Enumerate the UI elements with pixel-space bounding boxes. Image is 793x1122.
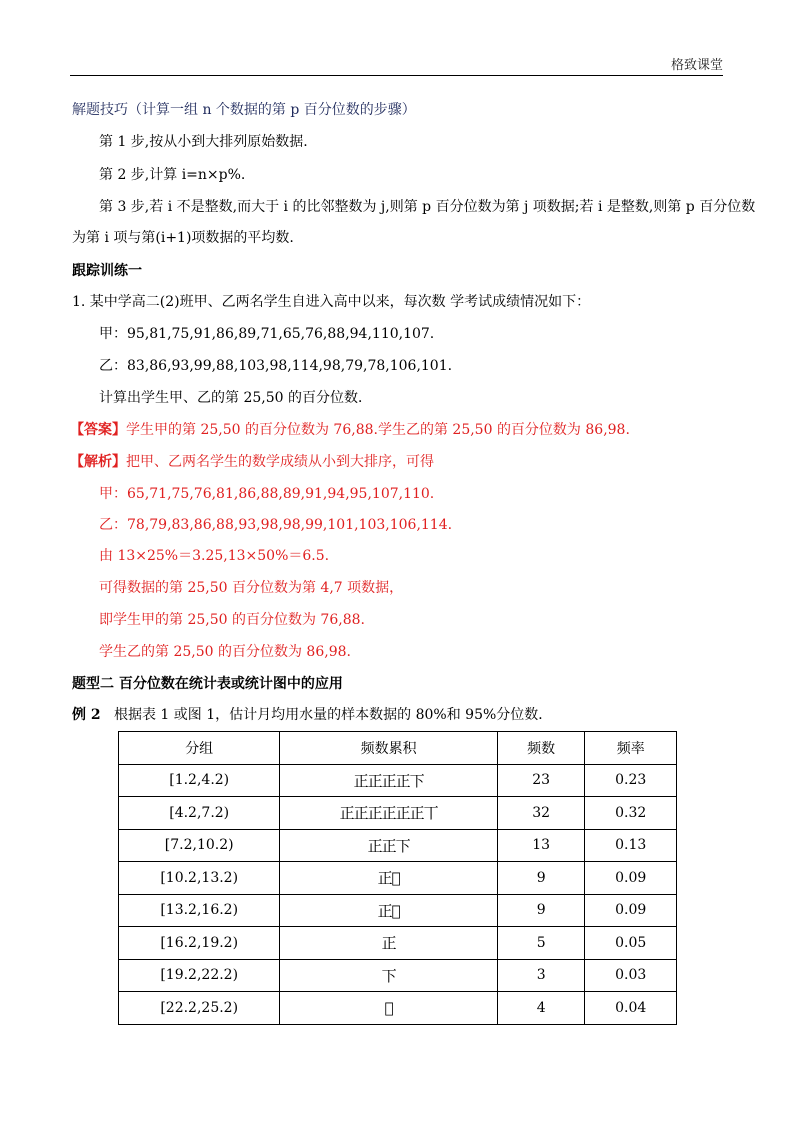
tips-step-3-line-1: 第 3 步,若 i 不是整数,而大于 i 的比邻整数为 j,则第 p 百分位数为第 j 项数据;若 i 是整数,则第 p 百分位数: [99, 199, 756, 215]
table-header-row: [119, 732, 677, 765]
section2-heading: 题型二 百分位数在统计表或统计图中的应用: [72, 676, 343, 692]
table-row: [119, 797, 677, 830]
cell-group: [1.2,4.2): [119, 764, 280, 797]
answer-tag: 【答案】: [70, 422, 126, 438]
cell-tally: 正正正正下: [280, 764, 498, 797]
cell-frequency: 0.13: [585, 829, 677, 862]
cell-group: [7.2,10.2): [119, 829, 280, 862]
cell-count: 23: [497, 764, 585, 797]
col-header-tally: 频数累积: [280, 732, 498, 765]
cell-count: 32: [497, 797, 585, 830]
conclusion-1: 可得数据的第 25,50 百分位数为第 4,7 项数据，: [99, 580, 404, 596]
practice-question: 1. 某中学高二(2)班甲、乙两名学生自进入高中以来，每次数 学考试成绩情况如下：: [72, 294, 591, 310]
practice-ask: 计算出学生甲、乙的第 25,50 的百分位数．: [99, 390, 372, 406]
cell-frequency: 0.03: [585, 959, 677, 992]
cell-frequency: 0.05: [585, 927, 677, 960]
tips-step-2: 第 2 步,计算 i=n×p%.: [99, 167, 246, 183]
tips-title: 解题技巧（计算一组 n 个数据的第 p 百分位数的步骤）: [72, 102, 416, 118]
cell-tally: 正正下: [280, 829, 498, 862]
cell-tally: 𬼂: [280, 992, 498, 1025]
conclusion-3: 学生乙的第 25,50 的百分位数为 86,98.: [99, 644, 351, 660]
table-row: [119, 992, 677, 1025]
sorted-yi: 乙：78,79,83,86,88,93,98,98,99,101,103,106,114.: [99, 517, 453, 533]
table-row: [119, 959, 677, 992]
practice-heading: 跟踪训练一: [72, 263, 142, 279]
conclusion-2: 即学生甲的第 25,50 的百分位数为 76,88.: [99, 612, 365, 628]
cell-count: 9: [497, 862, 585, 895]
col-header-group: 分组: [119, 732, 280, 765]
analysis-line: [70, 452, 434, 472]
cell-tally: 下: [280, 959, 498, 992]
cell-group: [10.2,13.2): [119, 862, 280, 895]
cell-count: 9: [497, 894, 585, 927]
cell-count: 5: [497, 927, 585, 960]
cell-count: 13: [497, 829, 585, 862]
practice-data-jia: 甲：95,81,75,91,86,89,71,65,76,88,94,110,107.: [99, 326, 435, 342]
cell-group: [19.2,22.2): [119, 959, 280, 992]
cell-count: 4: [497, 992, 585, 1025]
table-row: [119, 927, 677, 960]
cell-tally: 正𬼂: [280, 894, 498, 927]
cell-group: [13.2,16.2): [119, 894, 280, 927]
cell-frequency: 0.09: [585, 862, 677, 895]
cell-tally: 正: [280, 927, 498, 960]
answer-text: 学生甲的第 25,50 的百分位数为 76,88.学生乙的第 25,50 的百分位数为 86,98.: [126, 422, 630, 438]
practice-data-yi: 乙：83,86,93,99,88,103,98,114,98,79,78,106,101.: [99, 358, 453, 374]
cell-frequency: 0.23: [585, 764, 677, 797]
table-row: [119, 764, 677, 797]
table-row: [119, 829, 677, 862]
analysis-tag: 【解析】: [70, 454, 126, 470]
table-row: [119, 862, 677, 895]
cell-frequency: 0.09: [585, 894, 677, 927]
table-row: [119, 894, 677, 927]
cell-group: [4.2,7.2): [119, 797, 280, 830]
tips-step-1: 第 1 步,按从小到大排列原始数据.: [99, 134, 308, 150]
tips-step-3-line-2: 为第 i 项与第(i+1)项数据的平均数.: [72, 230, 294, 246]
cell-group: [22.2,25.2): [119, 992, 280, 1025]
frequency-table: [118, 731, 677, 1025]
example-text: 根据表 1 或图 1，估计月均用水量的样本数据的 80%和 95%分位数．: [113, 707, 553, 723]
col-header-frequency: 频率: [585, 732, 677, 765]
analysis-text: 把甲、乙两名学生的数学成绩从小到大排序，可得: [126, 454, 434, 470]
col-header-count: 频数: [497, 732, 585, 765]
example-label: 例 2: [72, 707, 101, 723]
header-brand: 格致课堂: [670, 58, 723, 73]
sorted-jia: 甲：65,71,75,76,81,86,88,89,91,94,95,107,110.: [99, 486, 435, 502]
header-divider: [70, 75, 723, 76]
cell-tally: 正𬼂: [280, 862, 498, 895]
cell-count: 3: [497, 959, 585, 992]
answer-line: [70, 420, 630, 440]
cell-group: [16.2,19.2): [119, 927, 280, 960]
example-2: [72, 705, 552, 725]
cell-frequency: 0.32: [585, 797, 677, 830]
calc-line: 由 13×25%＝3.25,13×50%＝6.5.: [99, 548, 330, 564]
cell-frequency: 0.04: [585, 992, 677, 1025]
cell-tally: 正正正正正正丅: [280, 797, 498, 830]
